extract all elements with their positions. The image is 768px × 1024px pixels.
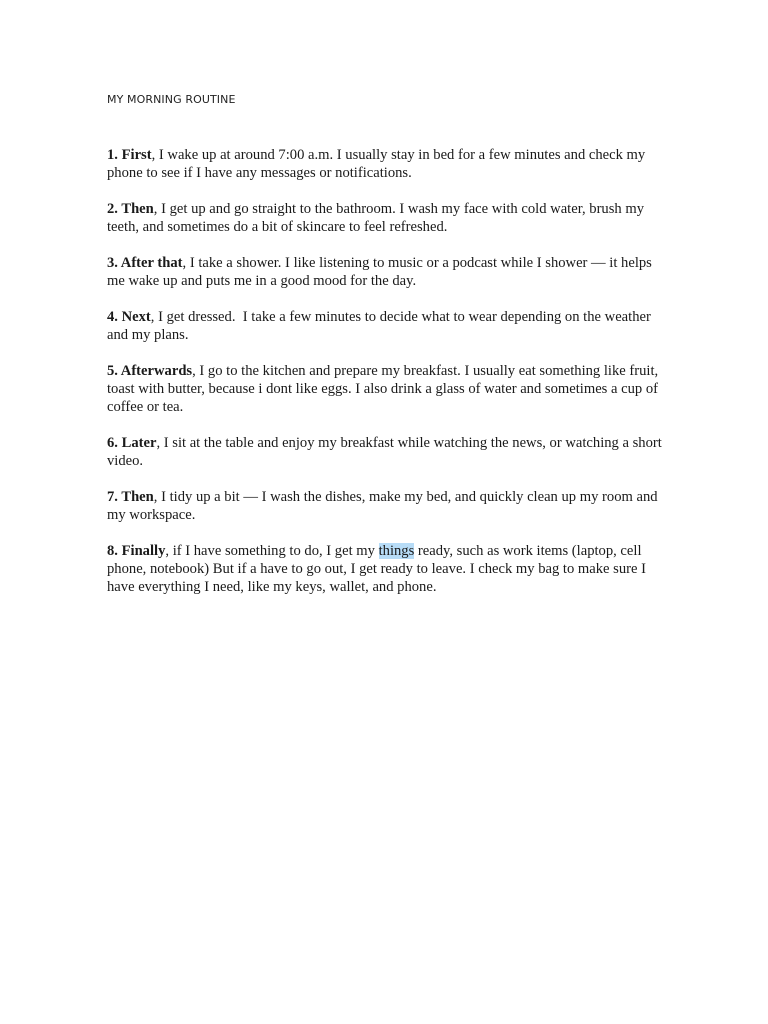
paragraph-6[interactable]: [107, 434, 663, 470]
paragraph-8-text-after[interactable]: ready, such as work items (laptop, cell phone, notebook) But if a have to go out, I get ready to leave. I check my bag to make sure I have everything I need, like my keys, wallet, and phone.: [107, 543, 646, 595]
paragraph-4-text[interactable]: , I get dressed. I take a few minutes to decide what to wear depending on the weather and my plans.: [107, 309, 655, 343]
paragraph-3-text[interactable]: , I take a shower. I like listening to music or a podcast while I shower — it helps me wake up and puts me in a good mood for the day.: [107, 255, 652, 289]
paragraph-8-lead[interactable]: 8. Finally: [107, 543, 166, 559]
paragraph-6-text[interactable]: , I sit at the table and enjoy my breakfast while watching the news, or watching a short video.: [107, 435, 662, 469]
selected-text-highlight[interactable]: things: [378, 543, 415, 559]
document-page[interactable]: [107, 92, 663, 614]
paragraph-8-text-before[interactable]: , if I have something to do, I get my: [165, 543, 379, 559]
paragraph-4-lead[interactable]: 4. Next: [107, 309, 151, 325]
document-title[interactable]: MY MORNING ROUTINE: [107, 93, 236, 106]
paragraph-7-text[interactable]: , I tidy up a bit — I wash the dishes, make my bed, and quickly clean up my room and my workspace.: [107, 489, 658, 523]
paragraph-6-lead[interactable]: 6. Later: [107, 435, 157, 451]
paragraph-5-lead[interactable]: 5. Afterwards: [107, 363, 193, 379]
paragraph-7[interactable]: [107, 488, 663, 524]
paragraph-5-text[interactable]: , I go to the kitchen and prepare my breakfast. I usually eat something like fruit, toast with butter, because i dont like eggs. I also drink a glass of water and sometimes a cup of coffee or tea.: [107, 363, 659, 415]
paragraph-1-text[interactable]: , I wake up at around 7:00 a.m. I usually stay in bed for a few minutes and check my phone to see if I have any messages or notifications.: [107, 147, 646, 181]
paragraph-7-lead[interactable]: 7. Then: [107, 489, 154, 505]
paragraph-5[interactable]: [107, 362, 663, 416]
paragraph-3[interactable]: [107, 254, 663, 290]
paragraph-8[interactable]: [107, 542, 663, 596]
paragraph-1[interactable]: [107, 146, 663, 182]
paragraph-2[interactable]: [107, 200, 663, 236]
paragraph-1-lead[interactable]: 1. First: [107, 147, 152, 163]
paragraph-2-lead[interactable]: 2. Then: [107, 201, 154, 217]
paragraph-4[interactable]: [107, 308, 663, 344]
paragraph-2-text[interactable]: , I get up and go straight to the bathroom. I wash my face with cold water, brush my teeth, and sometimes do a bit of skincare to feel refreshed.: [107, 201, 644, 235]
paragraph-3-lead[interactable]: 3. After that: [107, 255, 183, 271]
